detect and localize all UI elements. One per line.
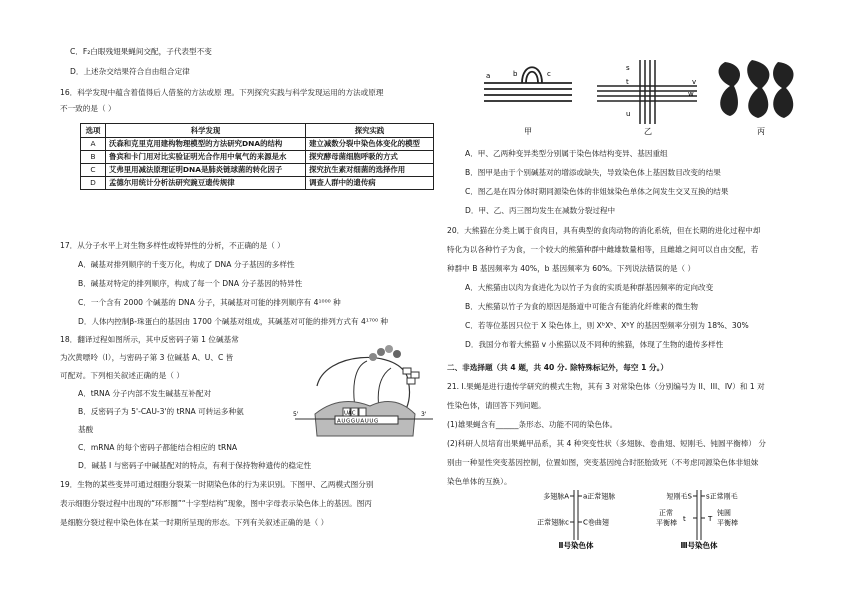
loop-structure-diagram <box>484 67 572 136</box>
figure-label-yi: 乙 <box>644 127 652 136</box>
mrna-sequence: AUGGUAUUG <box>337 418 379 425</box>
q20-option-b: B．大熊猫以竹子为食的原因是肠道中可能含有能消化纤维素的微生物 <box>465 302 699 311</box>
q20-option-c: C．若等位基因只位于 X 染色体上，则 XᵇXᵇ、XᵇY 的基因型频率分别为 18%、30% <box>465 321 749 330</box>
chromosome-2 <box>537 490 615 550</box>
q21-sub1: (1)雄果蝇含有______条形态、功能不同的染色体。 <box>447 420 618 429</box>
q21-sub2-line2: 别由一种显性突变基因控制，位置如图，突变基因纯合时胚胎致死（不考虑同源染色体非姐妹 <box>447 458 759 467</box>
chr3-mid-right-label-1: 钝圆 <box>717 509 731 517</box>
q17-stem: 17．从分子水平上对生物多样性或特异性的分析，不正确的是（ ） <box>60 241 285 250</box>
mrna-3-end-label: 3' <box>421 411 427 418</box>
chr3-top-right-label: s正常刚毛 <box>706 492 738 501</box>
chromosome-gene-diagram <box>507 488 777 548</box>
q21-stem-line2: 性染色体，请回答下列问题。 <box>447 401 546 410</box>
gene-label-a: a <box>486 72 491 80</box>
box-icon <box>407 378 415 384</box>
amino-acid-icon <box>385 345 393 353</box>
box-icon <box>411 372 419 378</box>
codon-box-icon <box>359 408 366 416</box>
q17-option-b: B．碱基对特定的排列顺序，构成了每一个 DNA 分子基因的特异性 <box>78 279 303 288</box>
table-cell: 调查人群中的遗传病 <box>306 177 434 190</box>
q19-stem-line1: 19．生物的某些变异可通过细胞分裂某一时期染色体的行为来识别。下图甲、乙两模式图分别 <box>60 480 374 489</box>
chr2-caption: Ⅱ号染色体 <box>558 541 594 550</box>
q18-option-b: B．反密码子为 5'-CAU-3'的 tRNA 可转运多种氨 <box>78 407 244 416</box>
q17-option-a: A．碱基对排列顺序的千变万化，构成了 DNA 分子基因的多样性 <box>78 260 295 269</box>
q17-option-d: D．人体内控制β-珠蛋白的基因由 1700 个碱基对组成，其碱基对可能的排列方式有 4¹⁷⁰⁰ 种 <box>78 317 389 326</box>
section-heading: 二、非选择题（共 4 题，共 40 分. 除特殊标记外，每空 1 分。） <box>447 363 668 372</box>
gene-label-w: w <box>688 90 694 98</box>
q20-stem-line1: 20．大熊猫在分类上属于食肉目，具有典型的食肉动物的消化系统，但在长期的进化过程中却 <box>447 226 761 235</box>
chr2-bottom-left-label: 正常翅脉c <box>537 518 569 527</box>
q21-sub2-line3: 染色单体的互换）。 <box>447 477 512 486</box>
gene-label-u: u <box>626 110 631 118</box>
table-cell: 探究抗生素对细菌的选择作用 <box>306 164 434 177</box>
q18-option-a: A．tRNA 分子内部不发生碱基互补配对 <box>78 389 212 398</box>
chr3-mid-left-label-2: 平衡棒 <box>656 519 677 527</box>
table-cell: 艾弗里用减法原理证明DNA是肺炎链球菌的转化因子 <box>106 164 306 177</box>
chr3-mid-right-label-2: 平衡棒 <box>717 519 738 527</box>
q19-option-b: B．图甲是由于个别碱基对的增添或缺失，导致染色体上基因数目改变的结果 <box>465 168 721 177</box>
q20-option-d: D．我国分布着大熊猫 v 小熊猫以及不同种的熊猫，体现了生物的遗传多样性 <box>465 340 724 349</box>
figure-label-bing: 丙 <box>757 127 765 136</box>
table-cell: 孟德尔用统计分析法研究豌豆遗传规律 <box>106 177 306 190</box>
chromosome-3 <box>656 490 738 550</box>
amino-acid-icon <box>393 350 401 358</box>
table-header-row <box>81 124 434 138</box>
q18-option-c: C．mRNA 的每个密码子都能结合相应的 tRNA <box>78 443 238 452</box>
amino-acid-icon <box>369 353 377 361</box>
chr2-top-right-label: a正常翅脉 <box>583 492 616 501</box>
q21-sub2-line1: (2)科研人员培育出果蝇甲品系，其 4 种突变性状（多翅脉、卷曲翅、短刚毛、钝圆平衡棒） 分 <box>447 439 766 448</box>
table-row <box>81 138 434 151</box>
q20-stem-line3: 种群中 B 基因频率为 40%，b 基因频率为 60%。下列说法错误的是（ ） <box>447 264 696 273</box>
fig19-diagram <box>482 56 812 140</box>
chr3-caption: Ⅲ号染色体 <box>680 541 718 550</box>
q15-option-d: D．上述杂交结果符合自由组合定律 <box>70 67 190 76</box>
chr3-gene-T: T <box>708 515 713 523</box>
table-header: 探究实践 <box>306 124 434 138</box>
table-header: 选项 <box>81 124 106 138</box>
chr3-top-left-label: 短刚毛S <box>666 492 692 501</box>
table-cell: C <box>81 164 106 177</box>
table-row <box>81 164 434 177</box>
chr3-mid-left-label-1: 正常 <box>659 509 673 517</box>
table-cell: 鲁宾和卡门用对比实验证明光合作用中氧气的来源是水 <box>106 151 306 164</box>
q16-stem-line2: 不一致的是（ ） <box>60 104 116 113</box>
gene-label-v: v <box>692 78 697 86</box>
chr3-gene-t: t <box>683 515 686 523</box>
amino-acid-icon <box>377 348 385 356</box>
chromosome-shape-diagram <box>719 60 794 136</box>
mrna-5-end-label: 5' <box>293 411 299 418</box>
table-row <box>81 177 434 190</box>
q19-option-c: C．图乙是在四分体时期同源染色体的非姐妹染色单体之间发生交叉互换的结果 <box>465 187 729 196</box>
q19-option-a: A．甲、乙两种变异类型分别属于染色体结构变异、基因重组 <box>465 149 668 158</box>
q18-option-b-cont: 基酸 <box>78 425 94 434</box>
gene-label-b: b <box>513 70 518 78</box>
q19-stem-line3: 是细胞分裂过程中染色体在某一时期所呈现的形态。下列有关叙述正确的是（ ） <box>60 518 329 527</box>
q20-option-a: A．大熊猫由以肉为食进化为以竹子为食的实质是种群基因频率的定向改变 <box>465 283 714 292</box>
q19-option-d: D．甲、乙、丙三图均发生在减数分裂过程中 <box>465 206 616 215</box>
q15-option-c: C．F₂白眼残翅果蝇间交配，子代表型不变 <box>70 47 212 56</box>
q19-stem-line2: 表示细胞分裂过程中出现的“环形圈”“十字型结构”现象，图中字母表示染色体上的基因。图丙 <box>60 499 372 508</box>
table-header: 科学发现 <box>106 124 306 138</box>
anticodon-label: UAC <box>344 410 356 417</box>
cross-structure-diagram <box>597 60 697 136</box>
gene-label-c: c <box>547 70 551 78</box>
q16-table <box>80 123 434 190</box>
table-cell: 沃森和克里克用建构物理模型的方法研究DNA的结构 <box>106 138 306 151</box>
q18-stem-line2: 为次黄嘌呤（I），与密码子第 3 位碱基 A、U、C 皆 <box>60 353 234 362</box>
q18-option-d: D．碱基 I 与密码子中碱基配对的特点，有利于保持物种遗传的稳定性 <box>78 461 312 470</box>
q21-stem-line1: 21. I.果蝇是进行遗传学研究的模式生物，其有 3 对常染色体（分别编号为 II、III、IV）和 1 对 <box>447 382 765 391</box>
table-cell: 探究酵母菌细胞呼吸的方式 <box>306 151 434 164</box>
q16-stem-line1: 16．科学发现中蕴含着值得后人借鉴的方法或原 理。下列探究实践与科学发现运用的方法或原理 <box>60 88 384 97</box>
q20-stem-line2: 特化为以各种竹子为食，一个较大的熊猫种群中雌雄数量相等，且雌雄之间可以自由交配，若 <box>447 245 759 254</box>
q18-stem-line3: 可配对。下列相关叙述正确的是（ ） <box>60 371 184 380</box>
gene-label-t: t <box>626 78 629 86</box>
table-cell: A <box>81 138 106 151</box>
chr2-bottom-right-label: C卷曲翅 <box>583 518 609 527</box>
figure-label-jia: 甲 <box>524 127 532 136</box>
chr2-top-left-label: 多翅脉A <box>543 492 569 501</box>
table-cell: B <box>81 151 106 164</box>
table-cell: D <box>81 177 106 190</box>
gene-label-s: s <box>626 64 630 72</box>
table-row <box>81 151 434 164</box>
table-cell: 建立减数分裂中染色体变化的模型 <box>306 138 434 151</box>
box-icon <box>403 368 411 374</box>
q17-option-c: C．一个含有 2000 个碱基的 DNA 分子，其碱基对可能的排列顺序有 4¹⁰⁰⁰ 种 <box>78 298 341 307</box>
q18-stem-line1: 18．翻译过程如图所示，其中反密码子第 1 位碱基常 <box>60 335 239 344</box>
translation-diagram <box>295 346 440 441</box>
